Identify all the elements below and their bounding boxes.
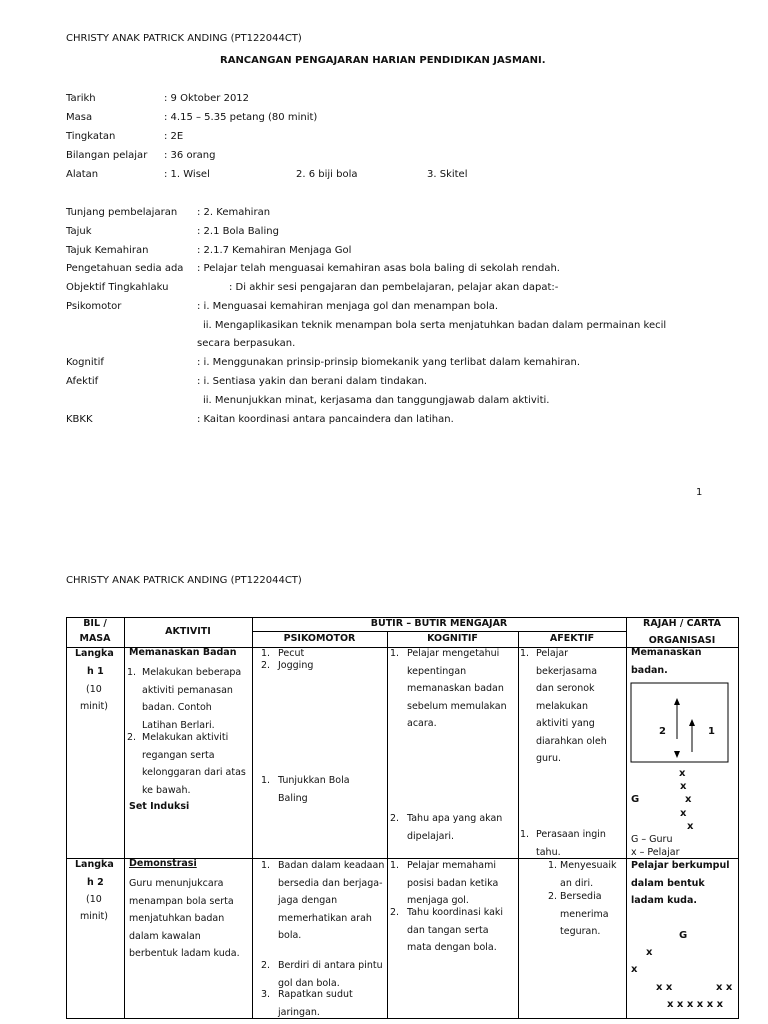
kbkk-value: : Kaitan koordinasi antara pancaindera dan latihan. xyxy=(197,414,454,425)
detail-label-tunjang: Tunjang pembelajaran xyxy=(66,207,178,218)
detail-value-tunjang: : 2. Kemahiran xyxy=(197,207,271,218)
row2-time-cont: minit) xyxy=(80,911,108,922)
kognitif-value: : i. Menggunakan prinsip-prinsip biomekanik yang terlibat dalam kemahiran. xyxy=(197,357,580,368)
row2-step: Langka xyxy=(75,859,114,870)
row1-teacher-marker: G xyxy=(631,794,640,805)
psikomotor-objective-ii-cont: secara berpasukan. xyxy=(197,338,296,349)
arrow-down-icon xyxy=(674,751,680,758)
info-value-tarikh: : 9 Oktober 2012 xyxy=(164,93,250,104)
row1-psikomotor-item: 1. Pecut xyxy=(261,648,305,659)
row1-psikomotor-item: 1. Tunjukkan Bola Baling xyxy=(261,775,350,804)
detail-value-tajuk-kemahiran: : 2.1.7 Kemahiran Menjaga Gol xyxy=(197,245,352,256)
alatan-item-2: 2. 6 biji bola xyxy=(296,169,358,180)
row1-student-marker: x xyxy=(680,781,687,792)
row2-psikomotor-item: 3. Rapatkan sudut jaringan. xyxy=(261,989,353,1018)
row2-student-pair: x x xyxy=(716,982,733,993)
row1-diagram-label-2: 2 xyxy=(659,726,666,737)
row1-kognitif-item: 2. Tahu apa yang akan dipelajari. xyxy=(390,813,503,842)
legend-guru: G – Guru xyxy=(631,834,673,845)
row2-teacher-marker: G xyxy=(679,930,688,941)
row2-kognitif-item: 1. Pelajar memahami posisi badan ketika menjaga gol. xyxy=(390,860,499,906)
header-psikomotor: PSIKOMOTOR xyxy=(283,633,356,644)
header-bil: BIL / xyxy=(83,618,107,629)
row2-afektif-item: 1. Menyesuaik an diri. xyxy=(548,860,617,889)
info-value-bilangan: : 36 orang xyxy=(164,150,216,161)
detail-value-psikomotor: : i. Menguasai kemahiran menjaga gol dan menampan bola. xyxy=(197,301,499,312)
row1-student-marker: x xyxy=(679,768,686,779)
row1-diagram-label-1: 1 xyxy=(708,726,715,737)
row2-aktiviti-title: Demonstrasi xyxy=(129,858,197,869)
row1-student-marker: x xyxy=(685,794,692,805)
header-masa: MASA xyxy=(79,633,111,644)
row1-psikomotor-item: 2. Jogging xyxy=(261,660,314,671)
detail-label-tajuk: Tajuk xyxy=(66,226,92,237)
info-label-alatan: Alatan xyxy=(66,169,99,180)
header-organisasi: ORGANISASI xyxy=(648,635,716,646)
row1-student-marker: x xyxy=(680,808,687,819)
page1-title: RANCANGAN PENGAJARAN HARIAN PENDIDIKAN JASMANI. xyxy=(220,55,546,66)
row1-aktiviti-title: Memanaskan Badan xyxy=(129,647,237,658)
row1-afektif-item: 1. Perasaan ingin tahu. xyxy=(520,829,606,858)
alatan-item-3: 3. Skitel xyxy=(427,169,468,180)
legend-pelajar: x – Pelajar xyxy=(631,847,680,858)
row1-set-induksi: Set Induksi xyxy=(129,801,190,812)
row2-student-row: x x x x x x xyxy=(667,999,724,1010)
info-label-bilangan: Bilangan pelajar xyxy=(66,150,148,161)
row1-aktiviti-item: 2. Melakukan aktiviti regangan serta kelonggaran dari atas ke bawah. xyxy=(127,732,246,796)
row2-psikomotor-item: 2. Berdiri di antara pintu gol dan bola. xyxy=(261,960,383,989)
header-kognitif: KOGNITIF xyxy=(427,633,478,644)
row1-rajah-title-cont: badan. xyxy=(631,665,668,676)
row2-step-cont: h 2 xyxy=(87,877,104,888)
info-label-tarikh: Tarikh xyxy=(66,93,96,104)
row2-kognitif-item: 2. Tahu koordinasi kaki dan tangan serta mata dengan bola. xyxy=(390,907,504,953)
row1-kognitif-item: 1. Pelajar mengetahui kepentingan memanaskan badan sebelum memulakan acara. xyxy=(390,648,507,729)
detail-label-tajuk-kemahiran: Tajuk Kemahiran xyxy=(66,245,149,256)
row1-student-marker: x xyxy=(687,821,694,832)
row2-student-marker: x xyxy=(631,964,638,975)
page-number: 1 xyxy=(696,487,703,498)
info-value-alatan: : 1. Wisel xyxy=(164,169,210,180)
detail-value-pengetahuan: : Pelajar telah menguasai kemahiran asas bola baling di sekolah rendah. xyxy=(197,263,560,274)
detail-label-psikomotor: Psikomotor xyxy=(66,301,122,312)
detail-label-objektif: Objektif Tingkahlaku xyxy=(66,282,169,293)
row1-step-cont: h 1 xyxy=(87,666,104,677)
row1-time-cont: minit) xyxy=(80,701,108,712)
afektif-label: Afektif xyxy=(66,376,99,387)
row2-time: (10 xyxy=(86,894,102,905)
detail-value-tajuk: : 2.1 Bola Baling xyxy=(197,226,279,237)
header-aktiviti: AKTIVITI xyxy=(165,626,211,637)
info-value-tingkatan: : 2E xyxy=(164,131,184,142)
row2-afektif-item: 2. Bersedia menerima teguran. xyxy=(548,891,609,937)
info-label-masa: Masa xyxy=(66,112,93,123)
kbkk-label: KBKK xyxy=(66,414,93,425)
row2-aktiviti-text: Guru menunjukcara menampan bola serta menjatuhkan badan dalam kawalan berbentuk ladam kuda. xyxy=(129,878,240,959)
row1-afektif-item: 1. Pelajar bekerjasama dan seronok melakukan aktiviti yang diarahkan oleh guru. xyxy=(520,648,607,764)
running-track-diagram xyxy=(630,682,730,764)
detail-label-pengetahuan: Pengetahuan sedia ada xyxy=(66,263,184,274)
page2-author: CHRISTY ANAK PATRICK ANDING (PT122044CT) xyxy=(66,575,302,586)
row1-time: (10 xyxy=(86,684,102,695)
info-label-tingkatan: Tingkatan xyxy=(66,131,116,142)
detail-value-objektif: : Di akhir sesi pengajaran dan pembelajaran, pelajar akan dapat:- xyxy=(229,282,559,293)
row1-rajah-title: Memanaskan xyxy=(631,647,702,658)
info-value-masa: : 4.15 – 5.35 petang (80 minit) xyxy=(164,112,318,123)
kognitif-label: Kognitif xyxy=(66,357,104,368)
row2-psikomotor-item: 1. Badan dalam keadaan bersedia dan berjaga-jaga dengan memerhatikan arah bola. xyxy=(261,860,385,941)
row2-rajah-text: Pelajar berkumpul dalam bentuk ladam kuda. xyxy=(631,860,730,906)
afektif-objective-ii: ii. Menunjukkan minat, kerjasama dan tanggungjawab dalam aktiviti. xyxy=(203,395,550,406)
row1-aktiviti-item: 1. Melakukan beberapa aktiviti pemanasan badan. Contoh Latihan Berlari. xyxy=(127,667,242,731)
header-afektif: AFEKTIF xyxy=(549,633,595,644)
header-butir: BUTIR – BUTIR MENGAJAR xyxy=(370,618,508,629)
page1-author: CHRISTY ANAK PATRICK ANDING (PT122044CT) xyxy=(66,33,302,44)
afektif-value: : i. Sentiasa yakin dan berani dalam tindakan. xyxy=(197,376,428,387)
row2-student-pair: x x xyxy=(656,982,673,993)
header-rajah: RAJAH / CARTA xyxy=(643,618,721,629)
row2-student-marker: x xyxy=(646,947,653,958)
psikomotor-objective-ii: ii. Mengaplikasikan teknik menampan bola serta menjatuhkan badan dalam permainan kecil xyxy=(203,320,667,331)
row1-step: Langka xyxy=(75,648,114,659)
